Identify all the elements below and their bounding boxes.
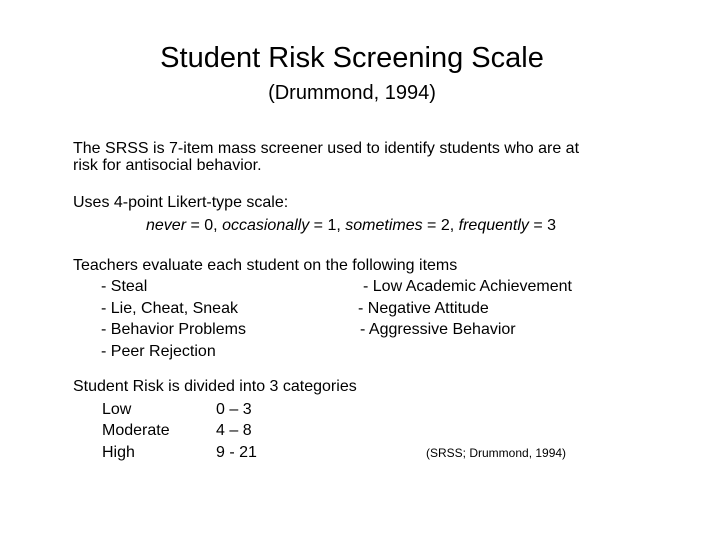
categories-intro: Student Risk is divided into 3 categories [73,378,357,395]
likert-value-never: = 0, [186,217,223,234]
item-left-4: - Peer Rejection [101,343,216,360]
likert-intro: Uses 4-point Likert-type scale: [73,194,289,211]
category-range-high: 9 - 21 [216,444,257,461]
likert-term-sometimes: sometimes [345,217,423,234]
description-line-2: risk for antisocial behavior. [73,157,262,174]
item-right-1: - Low Academic Achievement [363,278,572,295]
category-label-moderate: Moderate [102,422,170,439]
likert-value-occasionally: = 1, [309,217,346,234]
category-range-moderate: 4 – 8 [216,422,252,439]
item-right-2: - Negative Attitude [358,300,489,317]
category-range-low: 0 – 3 [216,401,252,418]
description-line-1: The SRSS is 7-item mass screener used to identify students who are at [73,140,580,157]
item-left-1: - Steal [101,278,148,295]
item-left-3: - Behavior Problems [101,321,246,338]
slide-subtitle: (Drummond, 1994) [268,82,436,104]
likert-value-frequently: = 3 [528,217,557,234]
citation: (SRSS; Drummond, 1994) [426,446,567,460]
likert-value-sometimes: = 2, [422,217,459,234]
likert-term-occasionally: occasionally [222,217,310,234]
item-right-3: - Aggressive Behavior [360,321,516,338]
likert-term-frequently: frequently [458,217,529,234]
items-intro: Teachers evaluate each student on the following items [73,257,458,274]
slide-title: Student Risk Screening Scale [160,42,544,74]
likert-term-never: never [146,217,187,234]
category-label-low: Low [102,401,132,418]
category-label-high: High [102,444,135,461]
item-left-2: - Lie, Cheat, Sneak [101,300,238,317]
likert-scale [146,215,556,236]
